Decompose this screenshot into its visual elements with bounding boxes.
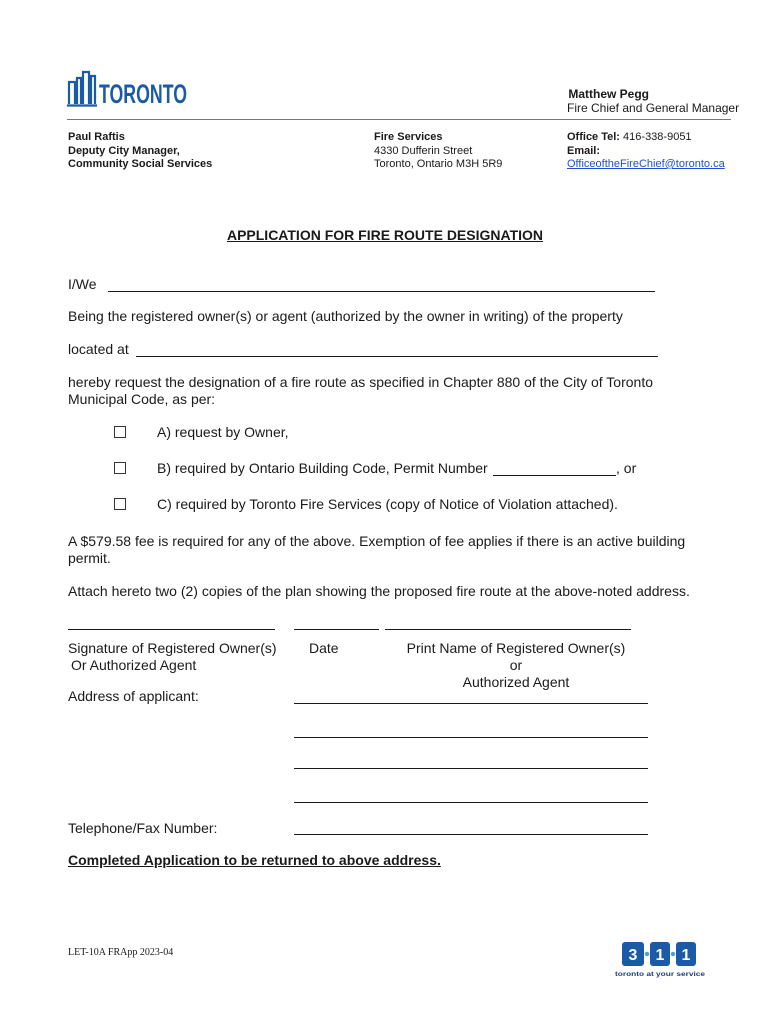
fee-text-line2: permit.	[68, 550, 111, 566]
logo-311-digit-3: 3	[628, 947, 638, 964]
address-line-3[interactable]	[294, 756, 648, 769]
option-c-checkbox[interactable]	[114, 498, 126, 510]
permit-number-field[interactable]	[493, 463, 616, 476]
header-divider	[67, 119, 731, 120]
tel-label: Office Tel:	[567, 131, 620, 143]
signature-field[interactable]	[68, 617, 275, 630]
signature-label	[68, 640, 277, 674]
located-label: located at	[68, 341, 129, 357]
form-code: LET-10A FRApp 2023-04	[68, 947, 174, 958]
fee-text-line1: A $579.58 fee is required for any of the above. Exemption of fee applies if there is an active building	[68, 533, 686, 549]
print-name-label-line2: Authorized Agent	[462, 674, 570, 690]
return-note: Completed Application to be returned to above address.	[68, 852, 441, 868]
date-field[interactable]	[294, 617, 379, 630]
deputy-block	[68, 131, 212, 172]
phone-field[interactable]	[294, 822, 648, 835]
contact-block	[567, 131, 725, 172]
logo-311-digit-1a: 1	[655, 947, 665, 964]
option-b-label: B) required by Ontario Building Code, Permit Number	[157, 460, 488, 476]
option-c-label: C) required by Toronto Fire Services (copy of Notice of Violation attached).	[157, 496, 618, 512]
request-text-line1: hereby request the designation of a fire route as specified in Chapter 880 of the City of Toronto	[68, 374, 653, 390]
address-line-1[interactable]	[294, 691, 648, 704]
iwe-label: I/We	[68, 276, 97, 292]
located-field[interactable]	[136, 344, 658, 357]
iwe-row	[68, 276, 97, 293]
tel-value: 416-338-9051	[623, 131, 692, 143]
logo-311-tagline: toronto at your service	[615, 971, 706, 978]
iwe-field[interactable]	[108, 279, 655, 292]
fire-services-block	[374, 131, 502, 172]
phone-label: Telephone/Fax Number:	[68, 820, 218, 836]
form-title: APPLICATION FOR FIRE ROUTE DESIGNATION	[226, 227, 544, 243]
signature-label-line2: Or Authorized Agent	[71, 657, 197, 673]
email-link[interactable]: OfficeoftheFireChief@toronto.ca	[567, 158, 725, 170]
option-a-label: A) request by Owner,	[157, 424, 289, 440]
fire-services-street: 4330 Dufferin Street	[374, 144, 473, 157]
print-name-label-line1: Print Name of Registered Owner(s) or	[406, 640, 626, 673]
owner-text: Being the registered owner(s) or agent (authorized by the owner in writing) of the property	[68, 308, 623, 324]
contact-name: Matthew Pegg	[568, 87, 649, 101]
deputy-title: Deputy City Manager,	[68, 144, 180, 157]
date-label: Date	[309, 640, 339, 656]
signature-label-line1: Signature of Registered Owner(s)	[68, 640, 277, 656]
logo-311	[612, 940, 708, 982]
deputy-name: Paul Raftis	[68, 131, 125, 143]
option-a-checkbox[interactable]	[114, 426, 126, 438]
address-line-2[interactable]	[294, 725, 648, 738]
option-b-checkbox[interactable]	[114, 462, 126, 474]
logo-311-digit-1b: 1	[681, 947, 691, 964]
contact-title: Fire Chief and General Manager	[567, 101, 740, 115]
email-label: Email:	[567, 144, 601, 157]
attach-text: Attach hereto two (2) copies of the plan showing the proposed fire route at the above-noted address.	[68, 583, 690, 599]
print-name-field[interactable]	[385, 617, 631, 630]
request-text	[68, 374, 653, 408]
toronto-logo	[67, 70, 189, 108]
print-name-label	[399, 640, 633, 691]
address-line-4[interactable]	[294, 790, 648, 803]
fire-services-title: Fire Services	[374, 131, 443, 143]
fee-text	[68, 533, 685, 567]
address-label: Address of applicant:	[68, 688, 199, 704]
logo-wordmark: TORONTO	[99, 79, 187, 109]
request-text-line2: Municipal Code, as per:	[68, 391, 216, 407]
deputy-dept: Community Social Services	[68, 158, 213, 170]
fire-services-city: Toronto, Ontario M3H 5R9	[374, 158, 503, 170]
option-b-suffix: , or	[616, 460, 637, 476]
